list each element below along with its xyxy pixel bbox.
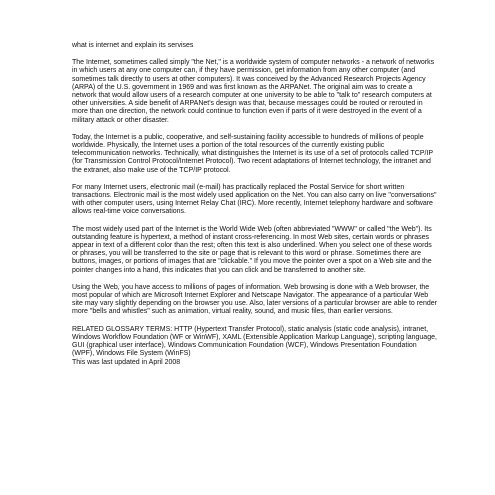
paragraph-browsing: Using the Web, you have access to millions of pages of information. Web browsing is done with a Web browser, the most popular of which are Microsoft Internet Explorer and Netscape Navigator. The appearance of a particular Web site may vary slightly depending on the browser you use. Also, later versions of a particular browser are able to render more "bells and whistles" such as animation, virtual reality, sound, and music files, than earlier versions. [72, 283, 437, 316]
paragraph-glossary: RELATED GLOSSARY TERMS: HTTP (Hypertext Transfer Protocol), static analysis (static code analysis), intranet, Windows Workflow Foundation (WF or WinWF), XAML (Extensible Application Markup Language), scripting language, GUI (graphical user interface), Windows Communication Foundation (WCF), Windows Presentation Foundation (WPF), Windows File System (WinFS) This was last updated in April 2008 [72, 325, 437, 366]
document-body [72, 42, 438, 376]
paragraph-today: Today, the Internet is a public, cooperative, and self-sustaining facility accessible to hundreds of millions of people worldwide. Physically, the Internet uses a portion of the total resources of the currently existing public telecommunication networks. Technically, what distinguishes the Internet is its use of a set of protocols called TCP/IP (for Transmission Control Protocol/Internet Protocol). Two recent adaptations of Internet technology, the intranet and the extranet, also make use of the TCP/IP protocol. [72, 133, 433, 174]
paragraph-www: The most widely used part of the Internet is the World Wide Web (often abbreviated "WWW" or called "the Web"). Its outstanding feature is hypertext, a method of instant cross-referencing. In most Web sites, certain words or phrases appear in text of a different color than the rest; often this text is also underlined. When you select one of these words or phrases, you will be transferred to the site or page that is relevant to this word or phrase. Sometimes there are buttons, images, or portions of images that are "clickable." If you move the pointer over a spot on a Web site and the pointer changes into a hand, this indicates that you can click and be transferred to another site. [72, 225, 432, 274]
paragraph-definition: The Internet, sometimes called simply "the Net," is a worldwide system of computer networks - a network of networks in which users at any one computer can, if they have permission, get information from any other computer (and sometimes talk directly to users at other computers). It was conceived by the Advanced Research Projects Agency (ARPA) of the U.S. government in 1969 and was first known as the ARPANet. The original aim was to create a network that would allow users of a research computer at one university to be able to "talk to" research computers at other universities. A side benefit of ARPANet's design was that, because messages could be routed or rerouted in more than one direction, the network could continue to function even if parts of it were destroyed in the event of a military attack or other disaster. [72, 59, 435, 124]
paragraph-email: For many Internet users, electronic mail (e-mail) has practically replaced the Postal Service for short written transactions. Electronic mail is the most widely used application on the Net. You can also carry on live "conversations" with other computer users, using Internet Relay Chat (IRC). More recently, Internet telephony hardware and software allows real-time voice conversations. [72, 183, 437, 216]
question-heading: what is internet and explain its servises [72, 42, 194, 49]
